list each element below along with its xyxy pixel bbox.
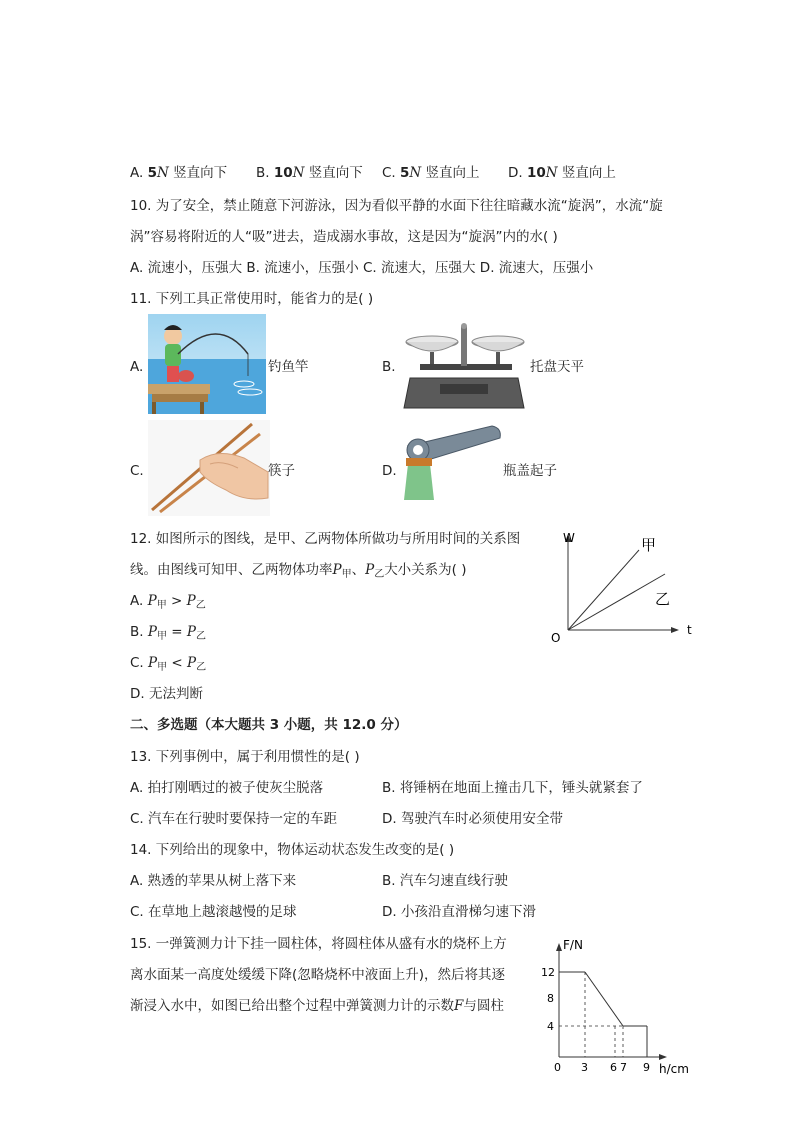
x-tick-7: 7 [620, 1061, 627, 1074]
x-tick-0: 0 [554, 1061, 561, 1074]
q12-option-b [130, 622, 206, 647]
q12-sub-jia: 甲 [156, 600, 167, 611]
chopsticks-image [148, 420, 270, 516]
x-tick-3: 3 [581, 1061, 588, 1074]
q15-var-f: F [454, 998, 464, 1014]
x-axis-arrow [671, 627, 679, 633]
q15-stem-line3 [130, 996, 504, 1016]
q12-option-a-label: A. [130, 593, 144, 609]
q12-option-d [130, 684, 203, 704]
q9-option-d-label: D. [508, 165, 523, 181]
q9-option-c [382, 163, 480, 183]
q14-stem: 14. 下列给出的现象中，物体运动状态发生改变的是( ) [130, 842, 455, 858]
q15-stem-line2: 离水面某一高度处缓缓下降(忽略烧杯中液面上升)，然后将其逐 [130, 967, 506, 983]
q12-option-b-op: = [166, 624, 187, 640]
q12-sub-jia: 甲 [341, 569, 352, 580]
x-axis-arrow [659, 1054, 667, 1060]
q11-option-d-label: D. [382, 463, 397, 479]
q14-option-a: A. 熟透的苹果从树上落下来 [130, 873, 297, 889]
work-time-graph [545, 528, 705, 648]
q12-var-p: P [147, 624, 157, 640]
q9-option-a-unit: N [157, 165, 169, 181]
q9-option-a-value: 5 [147, 165, 157, 181]
q9-option-c-label: C. [382, 165, 396, 181]
q11-option-d-text: 瓶盖起子 [503, 463, 557, 479]
q12-option-d-text: 无法判断 [148, 686, 203, 702]
q10-options: A. 流速小，压强大 B. 流速小，压强小 C. 流速大，压强大 D. 流速大，压强小 [130, 260, 594, 276]
q13-option-a: A. 拍打刚晒过的被子使灰尘脱落 [130, 780, 324, 796]
y-axis-arrow [556, 943, 562, 951]
q9-option-c-dir: 竖直向上 [425, 165, 480, 181]
q11-option-b-label: B. [382, 359, 396, 375]
q12-option-c-op: < [167, 655, 188, 671]
q12-sub-yi: 乙 [196, 662, 207, 673]
q12-var-p: P [365, 562, 375, 578]
q12-stem-line2 [130, 560, 467, 585]
q12-var-p: P [186, 593, 196, 609]
q12-stem-line2-pre: 线。由图线可知甲、乙两物体功率 [130, 562, 333, 578]
q12-var-p: P [186, 624, 196, 640]
q9-option-d-dir: 竖直向上 [561, 165, 616, 181]
y-axis-label: W [563, 531, 575, 545]
q9-option-b [256, 163, 363, 183]
x-tick-6: 6 [610, 1061, 617, 1074]
q12-option-b-label: B. [130, 624, 144, 640]
fishing-rod-image [148, 314, 266, 414]
q12-var-p: P [332, 562, 342, 578]
q9-option-d [508, 163, 616, 183]
q9-options [130, 163, 227, 183]
q12-var-p: P [187, 655, 197, 671]
q15-stem-line3-pre: 渐浸入水中，如图已给出整个过程中弹簧测力计的示数 [130, 998, 454, 1014]
q11-stem: 11. 下列工具正常使用时，能省力的是( ) [130, 291, 374, 307]
q15-stem-line1: 15. 一弹簧测力计下挂一圆柱体，将圆柱体从盛有水的烧杯上方 [130, 936, 507, 952]
q13-option-c: C. 汽车在行驶时要保持一定的车距 [130, 811, 338, 827]
q9-option-d-unit: N [545, 165, 558, 181]
q12-sub-yi: 乙 [374, 569, 385, 580]
q9-option-b-unit: N [292, 165, 305, 181]
q9-option-c-value: 5 [400, 165, 410, 181]
q12-option-c [130, 653, 206, 678]
q14-option-c: C. 在草地上越滚越慢的足球 [130, 904, 297, 920]
q12-var-p: P [147, 593, 157, 609]
q9-option-d-value: 10 [526, 165, 546, 181]
q11-option-a-label: A. [130, 359, 144, 375]
y-tick-4: 4 [547, 1020, 554, 1033]
q12-option-a [130, 591, 206, 616]
q9-option-a-label: A. [130, 165, 144, 181]
y-tick-8: 8 [547, 992, 554, 1005]
q12-sub-jia: 甲 [156, 631, 167, 642]
segment-decreasing [585, 972, 623, 1026]
q14-option-b: B. 汽车匀速直线行驶 [382, 873, 508, 889]
line-yi [568, 574, 665, 630]
q12-sub-yi: 乙 [195, 631, 206, 642]
q12-option-a-op: > [166, 593, 187, 609]
y-axis-label: F/N [563, 938, 583, 952]
q12-stem-line2-post: 大小关系为( ) [384, 562, 467, 578]
q11-option-c-label: C. [130, 463, 144, 479]
x-axis-label: t [687, 623, 692, 637]
origin-label: O [551, 631, 561, 645]
q9-option-c-unit: N [409, 165, 422, 181]
q13-stem: 13. 下列事例中，属于利用惯性的是( ) [130, 749, 360, 765]
line-yi-label: 乙 [655, 590, 671, 608]
q12-var-p: P [148, 655, 158, 671]
balance-scale-image [400, 320, 528, 412]
x-axis-label: h/cm [659, 1062, 689, 1076]
q12-sub-jia: 甲 [157, 662, 168, 673]
q9-option-b-value: 10 [273, 165, 293, 181]
q12-sub-yi: 乙 [195, 600, 206, 611]
line-jia-label: 甲 [641, 536, 657, 554]
q11-option-a-text: 钓鱼竿 [268, 359, 309, 375]
q10-stem-line2: 涡”容易将附近的人“吸”进去，造成溺水事故，这是因为“旋涡”内的水( ) [130, 229, 558, 245]
line-jia [568, 550, 639, 630]
q9-option-b-dir: 竖直向下 [308, 165, 363, 181]
q12-option-d-label: D. [130, 686, 145, 702]
q11-option-b-text: 托盘天平 [530, 359, 584, 375]
bottle-opener-image [400, 424, 504, 500]
dashed-guides [559, 972, 623, 1057]
q13-option-d: D. 驾驶汽车时必须使用安全带 [382, 811, 563, 827]
y-tick-12: 12 [541, 966, 555, 979]
q11-option-c-text: 筷子 [268, 463, 295, 479]
force-depth-graph [535, 935, 695, 1080]
q9-option-a-dir: 竖直向下 [173, 165, 228, 181]
q15-stem-line3-post: 与圆柱 [463, 998, 504, 1014]
section-title: 二、多选题（本大题共 3 小题，共 12.0 分） [130, 717, 408, 733]
q14-option-d: D. 小孩沿直滑梯匀速下滑 [382, 904, 536, 920]
q9-option-b-label: B. [256, 165, 270, 181]
q13-option-b: B. 将锤柄在地面上撞击几下，锤头就紧套了 [382, 780, 643, 796]
q10-stem-line1: 10. 为了安全，禁止随意下河游泳，因为看似平静的水面下往往暗藏水流“旋涡”，水流“旋 [130, 198, 663, 214]
q12-option-c-label: C. [130, 655, 144, 671]
q12-stem-line2-mid: 、 [351, 562, 366, 578]
q12-stem-line1: 12. 如图所示的图线，是甲、乙两物体所做功与所用时间的关系图 [130, 531, 521, 547]
x-tick-9: 9 [643, 1061, 650, 1074]
